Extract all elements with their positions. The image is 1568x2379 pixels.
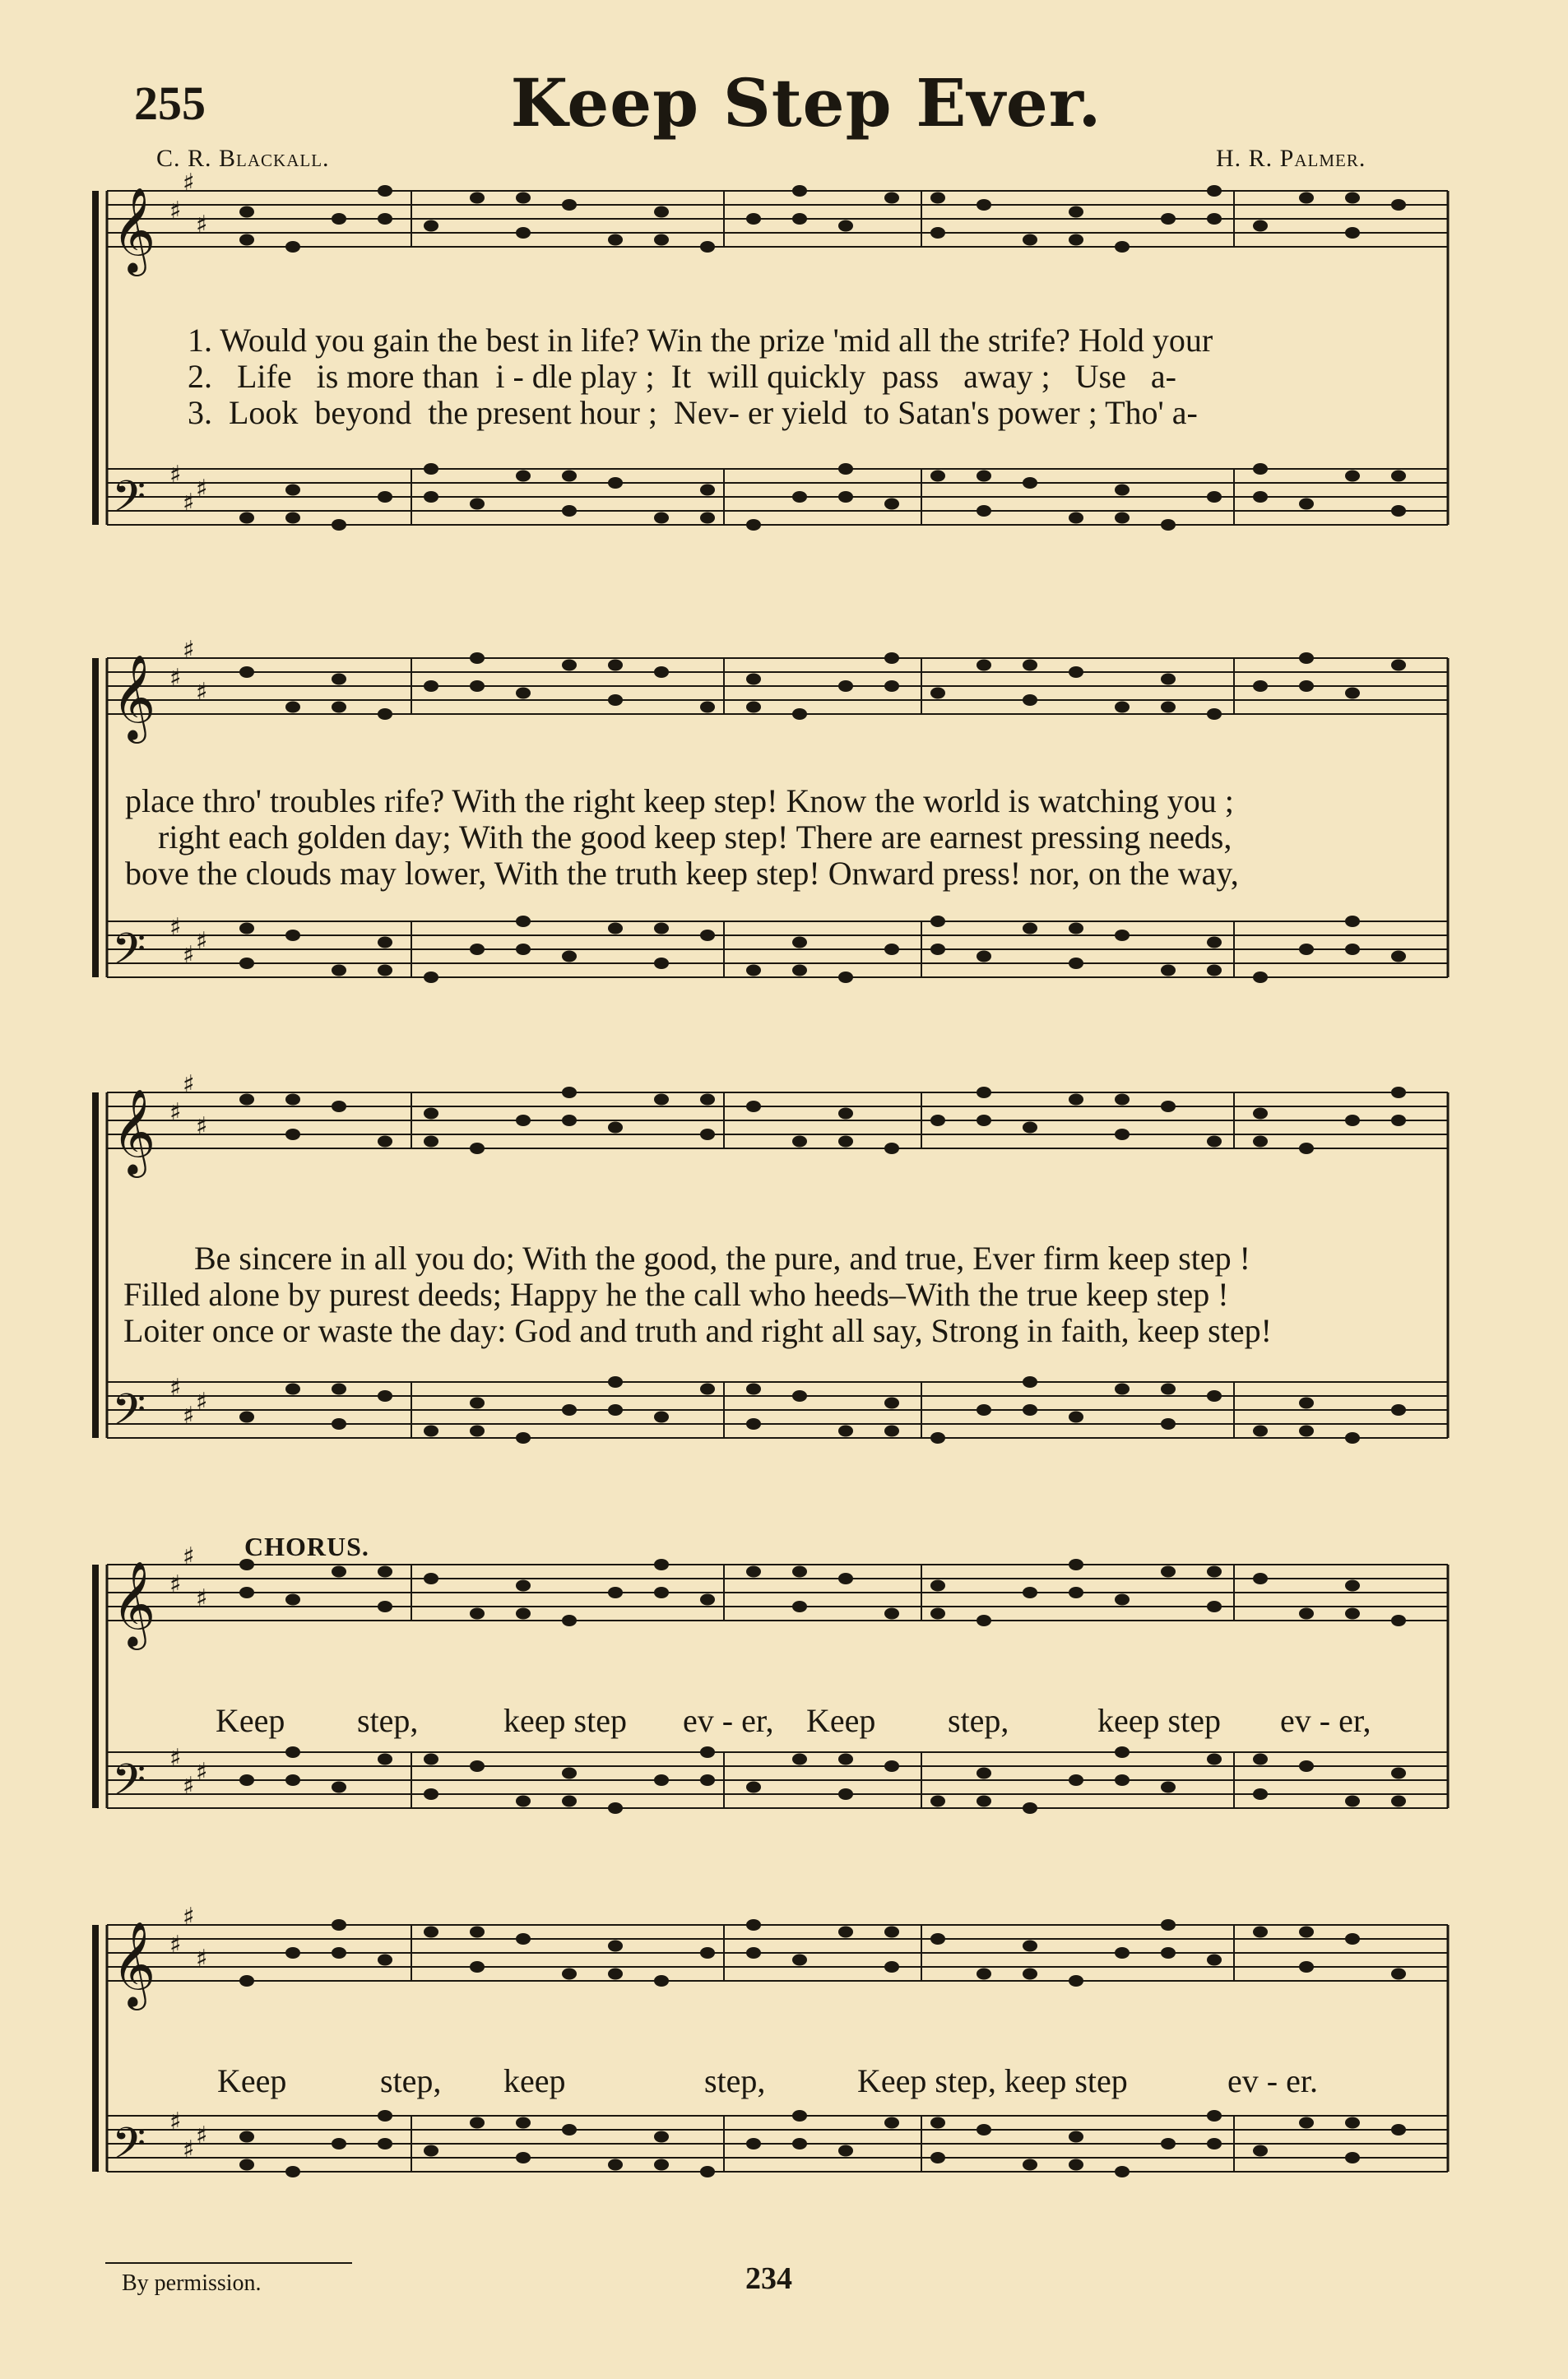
- verse-1-line: Be sincere in all you do; With the good, the pure, and true, Ever firm keep step !: [194, 1240, 1250, 1277]
- svg-text:♯: ♯: [183, 636, 195, 665]
- svg-text:♯: ♯: [196, 1112, 208, 1141]
- svg-text:𝄞: 𝄞: [112, 1921, 156, 2007]
- svg-text:𝄢: 𝄢: [112, 2119, 146, 2180]
- svg-text:♯: ♯: [183, 489, 195, 517]
- composer-credit: H. R. Palmer.: [1216, 145, 1366, 172]
- svg-text:𝄞: 𝄞: [112, 187, 156, 273]
- hymn-number: 255: [134, 77, 206, 130]
- svg-text:♯: ♯: [196, 475, 208, 503]
- verse-1-line: place thro' troubles rife? With the right keep step! Know the world is watching you ;: [125, 782, 1234, 819]
- chorus-word: Keep step, keep step: [857, 2062, 1128, 2099]
- svg-text:𝄢: 𝄢: [112, 925, 146, 985]
- svg-text:♯: ♯: [169, 461, 182, 489]
- verse-3-line: 3. Look beyond the present hour ; Nev- er yield to Satan's power ; Tho' a-: [188, 394, 1198, 431]
- svg-text:♯: ♯: [169, 913, 182, 942]
- chorus-word: keep: [503, 2062, 566, 2099]
- lyricist-credit: C. R. Blackall.: [156, 145, 330, 172]
- chorus-word: Keep: [806, 1702, 876, 1739]
- svg-text:♯: ♯: [169, 1098, 182, 1127]
- chorus-word: ev - er,: [683, 1702, 774, 1739]
- page-number: 234: [745, 2261, 792, 2296]
- footnote-rule: [105, 2262, 352, 2264]
- svg-text:♯: ♯: [196, 678, 208, 707]
- svg-text:♯: ♯: [196, 1758, 208, 1787]
- svg-text:♯: ♯: [183, 169, 195, 197]
- svg-text:♯: ♯: [169, 1744, 182, 1773]
- chorus-word: ev - er.: [1227, 2062, 1318, 2099]
- chorus-word: step,: [948, 1702, 1009, 1739]
- verse-2-line: right each golden day; With the good keep step! There are earnest pressing needs,: [158, 819, 1232, 856]
- chorus-word: step,: [380, 2062, 442, 2099]
- svg-text:𝄢: 𝄢: [112, 1385, 146, 1446]
- svg-text:𝄞: 𝄞: [112, 1560, 156, 1647]
- svg-text:♯: ♯: [183, 1772, 195, 1801]
- svg-text:♯: ♯: [196, 1945, 208, 1973]
- svg-text:♯: ♯: [169, 1374, 182, 1403]
- note-heads: [112, 169, 1406, 2180]
- verse-2-line: Filled alone by purest deeds; Happy he the call who heeds–With the true keep step !: [123, 1276, 1229, 1313]
- svg-text:♯: ♯: [183, 1542, 195, 1571]
- svg-text:♯: ♯: [196, 927, 208, 956]
- chorus-word: ev - er,: [1280, 1702, 1371, 1739]
- chorus-word: keep step: [1097, 1702, 1221, 1739]
- svg-text:𝄢: 𝄢: [112, 472, 146, 533]
- verse-3-line: bove the clouds may lower, With the truth keep step! Onward press! nor, on the way,: [125, 855, 1239, 892]
- svg-text:♯: ♯: [196, 211, 208, 239]
- svg-text:♯: ♯: [169, 1931, 182, 1959]
- svg-text:𝄢: 𝄢: [112, 1755, 146, 1816]
- hymn-title: Keep Step Ever.: [510, 64, 1102, 141]
- chorus-label: CHORUS.: [244, 1532, 369, 1561]
- svg-text:♯: ♯: [196, 1388, 208, 1417]
- chorus-word: Keep: [217, 2062, 287, 2099]
- svg-text:♯: ♯: [183, 1402, 195, 1431]
- svg-text:♯: ♯: [183, 2136, 195, 2164]
- verse-3-line: Loiter once or waste the day: God and truth and right all say, Strong in faith, keep step!: [123, 1312, 1272, 1349]
- verse-1-line: 1. Would you gain the best in life? Win the prize 'mid all the strife? Hold your: [188, 322, 1213, 359]
- svg-text:♯: ♯: [169, 197, 182, 225]
- verse-2-line: 2. Life is more than i - dle play ; It will quickly pass away ; Use a-: [188, 358, 1176, 395]
- svg-text:♯: ♯: [183, 941, 195, 970]
- svg-text:♯: ♯: [183, 1070, 195, 1099]
- svg-text:♯: ♯: [169, 664, 182, 693]
- svg-text:𝄞: 𝄞: [112, 1088, 156, 1175]
- svg-text:♯: ♯: [196, 2122, 208, 2150]
- svg-text:𝄞: 𝄞: [112, 654, 156, 740]
- svg-text:♯: ♯: [183, 1903, 195, 1931]
- chorus-word: step,: [357, 1702, 419, 1739]
- chorus-word: Keep: [216, 1702, 285, 1739]
- svg-text:♯: ♯: [169, 1570, 182, 1599]
- svg-text:♯: ♯: [196, 1584, 208, 1613]
- chorus-word: step,: [704, 2062, 766, 2099]
- svg-text:♯: ♯: [169, 2108, 182, 2136]
- footnote: By permission.: [122, 2270, 262, 2296]
- chorus-word: keep step: [503, 1702, 627, 1739]
